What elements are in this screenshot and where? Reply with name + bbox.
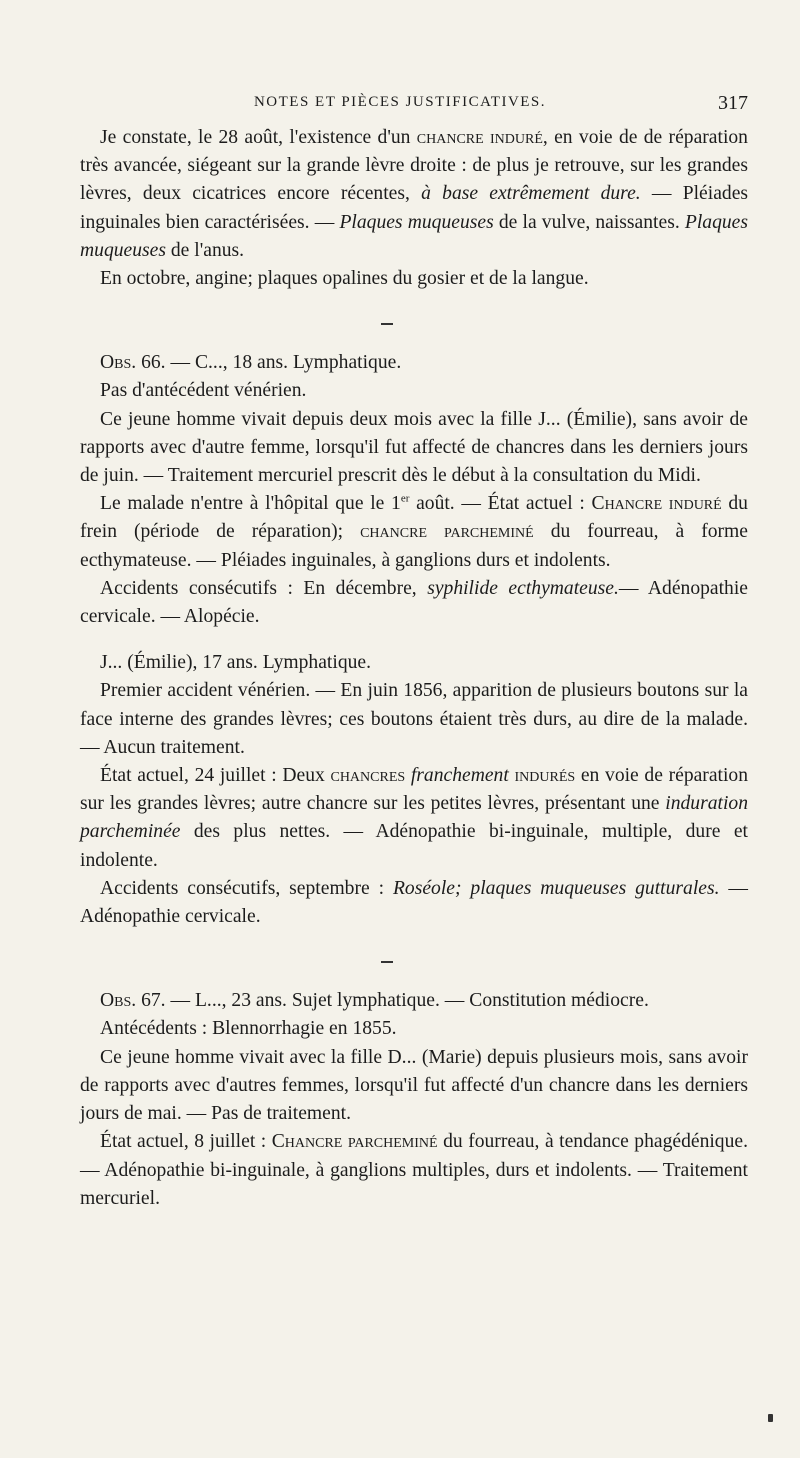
text-run: — Adénopathie cervicale. <box>80 877 748 928</box>
obs66-antecedents: Pas d'antécédent vénérien. <box>100 380 307 402</box>
paragraph-case-continuation <box>80 124 748 265</box>
emphasis-text: Roséole; plaques muqueuses gutturales. <box>392 877 720 899</box>
obs-label: Obs. 67. <box>100 990 166 1012</box>
text-run: août. — État actuel : <box>409 493 592 515</box>
paragraph-october: En octobre, angine; plaques opalines du gosier et de la langue. <box>100 268 589 290</box>
text-run: de l'anus. <box>165 239 245 261</box>
obs-subject: — C..., 18 ans. Lymphatique. <box>165 352 402 374</box>
obs67-state <box>80 1128 748 1213</box>
superscript: er <box>400 492 410 505</box>
obs66-admission <box>80 490 748 575</box>
term-chancre-indure: Chancre induré <box>591 493 722 515</box>
obs67-heading <box>80 987 748 1015</box>
section-separator <box>80 293 748 349</box>
text-run: de la vulve, naissantes. <box>493 211 685 233</box>
obs66-history: Ce jeune homme vivait depuis deux mois avec la fille J... (Émilie), sans avoir de rapports avec d'autre femme, lorsqu'il fut affecté de chancres dans les derniers jours de juin. — Traitement mercuriel prescrit dès le début à la consultation du Midi. <box>80 408 748 487</box>
running-title: NOTES ET PIÈCES JUSTIFICATIVES. <box>253 94 547 110</box>
emilie-heading: J... (Émilie), 17 ans. Lymphatique. <box>100 652 372 674</box>
page-mark <box>768 1414 773 1422</box>
emilie-history: Premier accident vénérien. — En juin 1856, apparition de plusieurs boutons sur la face interne des grandes lèvres; ces boutons étaient très durs, au dire de la malade. — Aucun traitement. <box>80 680 748 758</box>
text-run: — Adénopathie cervicale. — Alopécie. <box>80 577 748 628</box>
section-separator <box>80 931 748 987</box>
text-run: Accidents consécutifs, septembre : <box>100 877 393 899</box>
text-run: Je constate, le 28 août, l'existence d'un <box>100 127 417 148</box>
text-run: État actuel, 8 juillet : <box>100 1131 272 1153</box>
emphasis-text: Plaques muqueuses <box>80 211 748 261</box>
page-number: 317 <box>718 92 748 114</box>
text-run: des plus nettes. — Adénopathie bi-inguinale, multiple, dure et indolente. <box>80 821 748 871</box>
text-run: Accidents consécutifs : En décembre, <box>100 577 428 599</box>
obs66-consecutive <box>80 575 748 631</box>
emphasis-text: franchement <box>410 765 509 787</box>
obs67-history: Ce jeune homme vivait avec la fille D... (Marie) depuis plusieurs mois, sans avoir de rapports avec d'autres femmes, lorsqu'il fut affecté d'un chancre dans les derniers jours de mai. — Pas de traitement. <box>80 1046 748 1125</box>
text-run: en voie de réparation sur les grandes lèvres; autre chancre sur les petites lèvres, présentant une <box>80 765 749 815</box>
emphasis-text: induration parcheminée <box>80 793 748 843</box>
running-header <box>60 92 748 118</box>
emphasis-text: à base extrêmement dure. <box>421 183 641 205</box>
term-chancre-parchemine: Chancre parcheminé <box>271 1131 438 1153</box>
term-chancres: chancres <box>330 765 406 787</box>
obs-subject: — L..., 23 ans. Sujet lymphatique. — Constitution médiocre. <box>165 990 649 1012</box>
obs66-heading <box>80 349 748 377</box>
text-run: , en voie de de réparation très avancée, siégeant sur la grande lèvre droite : de plus je retrouve, sur les grandes lèvres, deux cicatrices encore récentes, <box>80 127 748 205</box>
text-run: État actuel, 24 juillet : Deux <box>100 765 331 787</box>
text-run: du fourreau, à forme ecthymateuse. — Pléiades inguinales, à ganglions durs et indolents. <box>80 521 748 571</box>
text-run: du frein (période de réparation); <box>80 493 748 543</box>
body-text <box>80 124 748 1213</box>
text-run: Le malade n'entre à l'hôpital que le 1 <box>100 493 401 515</box>
text-run: — Pléiades inguinales bien caractérisées. — <box>80 183 749 233</box>
term-chancre-indure: chancre induré <box>416 127 543 148</box>
obs67-antecedents: Antécédents : Blennorrhagie en 1855. <box>100 1018 397 1040</box>
emphasis-text: syphilide ecthymateuse. <box>427 577 619 599</box>
emphasis-text: Plaques muqueuses <box>339 211 494 233</box>
term-chancre-parchemine: chancre parcheminé <box>360 521 534 543</box>
text-run: du fourreau, à tendance phagédénique. — Adénopathie bi-inguinale, à ganglions multiples, durs et indolents. — Traitement mercuriel. <box>80 1131 748 1209</box>
emilie-consecutive <box>80 875 748 931</box>
term-indures: indurés <box>514 765 576 787</box>
emilie-state <box>80 762 748 875</box>
obs-label: Obs. 66. <box>100 352 166 374</box>
